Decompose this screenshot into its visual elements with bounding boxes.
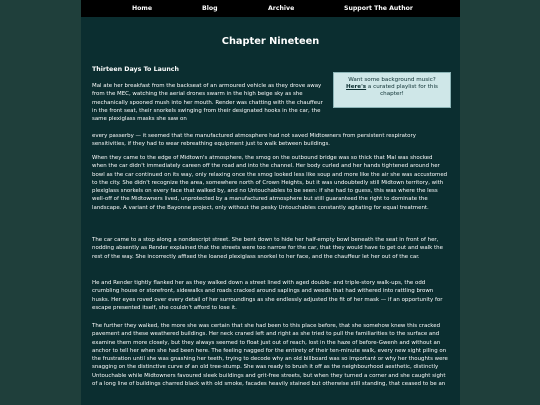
playlist-link[interactable]: Here's bbox=[346, 84, 367, 91]
chapter-content-area bbox=[81, 17, 460, 405]
section-heading: Thirteen Days To Launch bbox=[92, 66, 180, 73]
paragraph-2: When they came to the edge of Midtown's atmosphere, the smog on the outbound bridge was so thick that Mal was shocked when the car didn't immediately careen off the road and into the channel. Her body curled and her hands tightened around her bowl as the car continued on its way, only relaxing once the smog looked less like soup and more like the air she was accustomed to the city. She didn't recognize the area, somewhere north of Crown Heights, but it was undoubtedly still Midtown territory, with plexiglass snorkels on every face that walked by, and no Untouchables to be seen: if she had to guess, this was where the less well-off of the Midtowners lived, unprotected by a manufactured atmosphere but still guaranteed the right to dominate the landscape. A variant of the Bayonne project, only without the pesky Untouchables constantly agitating for equal treatment. bbox=[92, 155, 448, 211]
paragraph-5: The further they walked, the more she was certain that she had been to this place before, that she somehow knew this cracked pavement and these weathered buildings. Her neck craned left and right as she tried to pull the familiarities to the surface and examine them more closely, but they always seemed to float just out of reach, lost in the haze of before-Gwenh and without an anchor to tell her when she had been here. The feeling nagged for the entirety of their ten-minute walk, every new sight piling on the frustration until she was gnashing her teeth, trying to decode why an old billboard was so important or why her thoughts were snagging on the distinctive curve of an old tree-stump. She was ready to brush it off as the neighbourhood aesthetic, distinctly Untouchable while Midtowners favoured sleek buildings and grit-free streets, but when they turned a corner and she caught sight of a long line of buildings charred black with old smoke, facades heavily stained but otherwise still standing, that ceased to be an bbox=[92, 323, 448, 388]
paragraph-3: The car came to a stop along a nondescript street. She bent down to hide her half-empty bowl beneath the seat in front of her, nodding absently as Render explained that the streets were too narrow for the car, that they would have to get out and walk the rest of the way. She incorrectly affixed the loaned plexiglass snorkel to her face, and the chauffeur let her out of the car. bbox=[92, 237, 443, 260]
chapter-title: Chapter Nineteen bbox=[221, 36, 320, 47]
paragraph-1-end: every passerby — it seemed that the manufactured atmosphere had not saved Midtowners from persistent respiratory sensitivities, if they had to wear rebreathing equipment just to walk between buildings. bbox=[92, 133, 416, 148]
nav-menu bbox=[81, 0, 460, 17]
paragraph-1-start: Mal ate her breakfast from the backseat of an armoured vehicle as they drove away from the MEC, watching the aerial drones swarm in the high beige sky as she mechanically spooned mush into her mouth. Render was chatting with the chauffeur in the front seat, their snorkels swinging from their designated hooks in the car, the same plexiglass masks she saw on bbox=[92, 83, 323, 123]
nav-home-link[interactable]: Home bbox=[132, 5, 153, 12]
playlist-callout bbox=[333, 72, 451, 108]
nav-support-link[interactable]: Support The Author bbox=[344, 5, 413, 12]
callout-suffix: a curated playlist for this chapter! bbox=[367, 84, 438, 98]
nav-blog-link[interactable]: Blog bbox=[202, 5, 218, 12]
paragraph-4: He and Render tightly flanked her as they walked down a street lined with aged double- and triple-story walk-ups, the odd crumbling house or storefront, sidewalks and roads cracked around saplings and weeds that had withered into rattling brown husks. Her eyes roved over every detail of her surroundings as she endlessly adjusted the fit of her mask — if an opportunity for escape presented itself, she couldn't afford to lose it. bbox=[92, 280, 443, 311]
top-navigation-bar bbox=[0, 0, 540, 17]
nav-archive-link[interactable]: Archive bbox=[268, 5, 295, 12]
callout-prefix: Want some background music? bbox=[348, 77, 436, 83]
